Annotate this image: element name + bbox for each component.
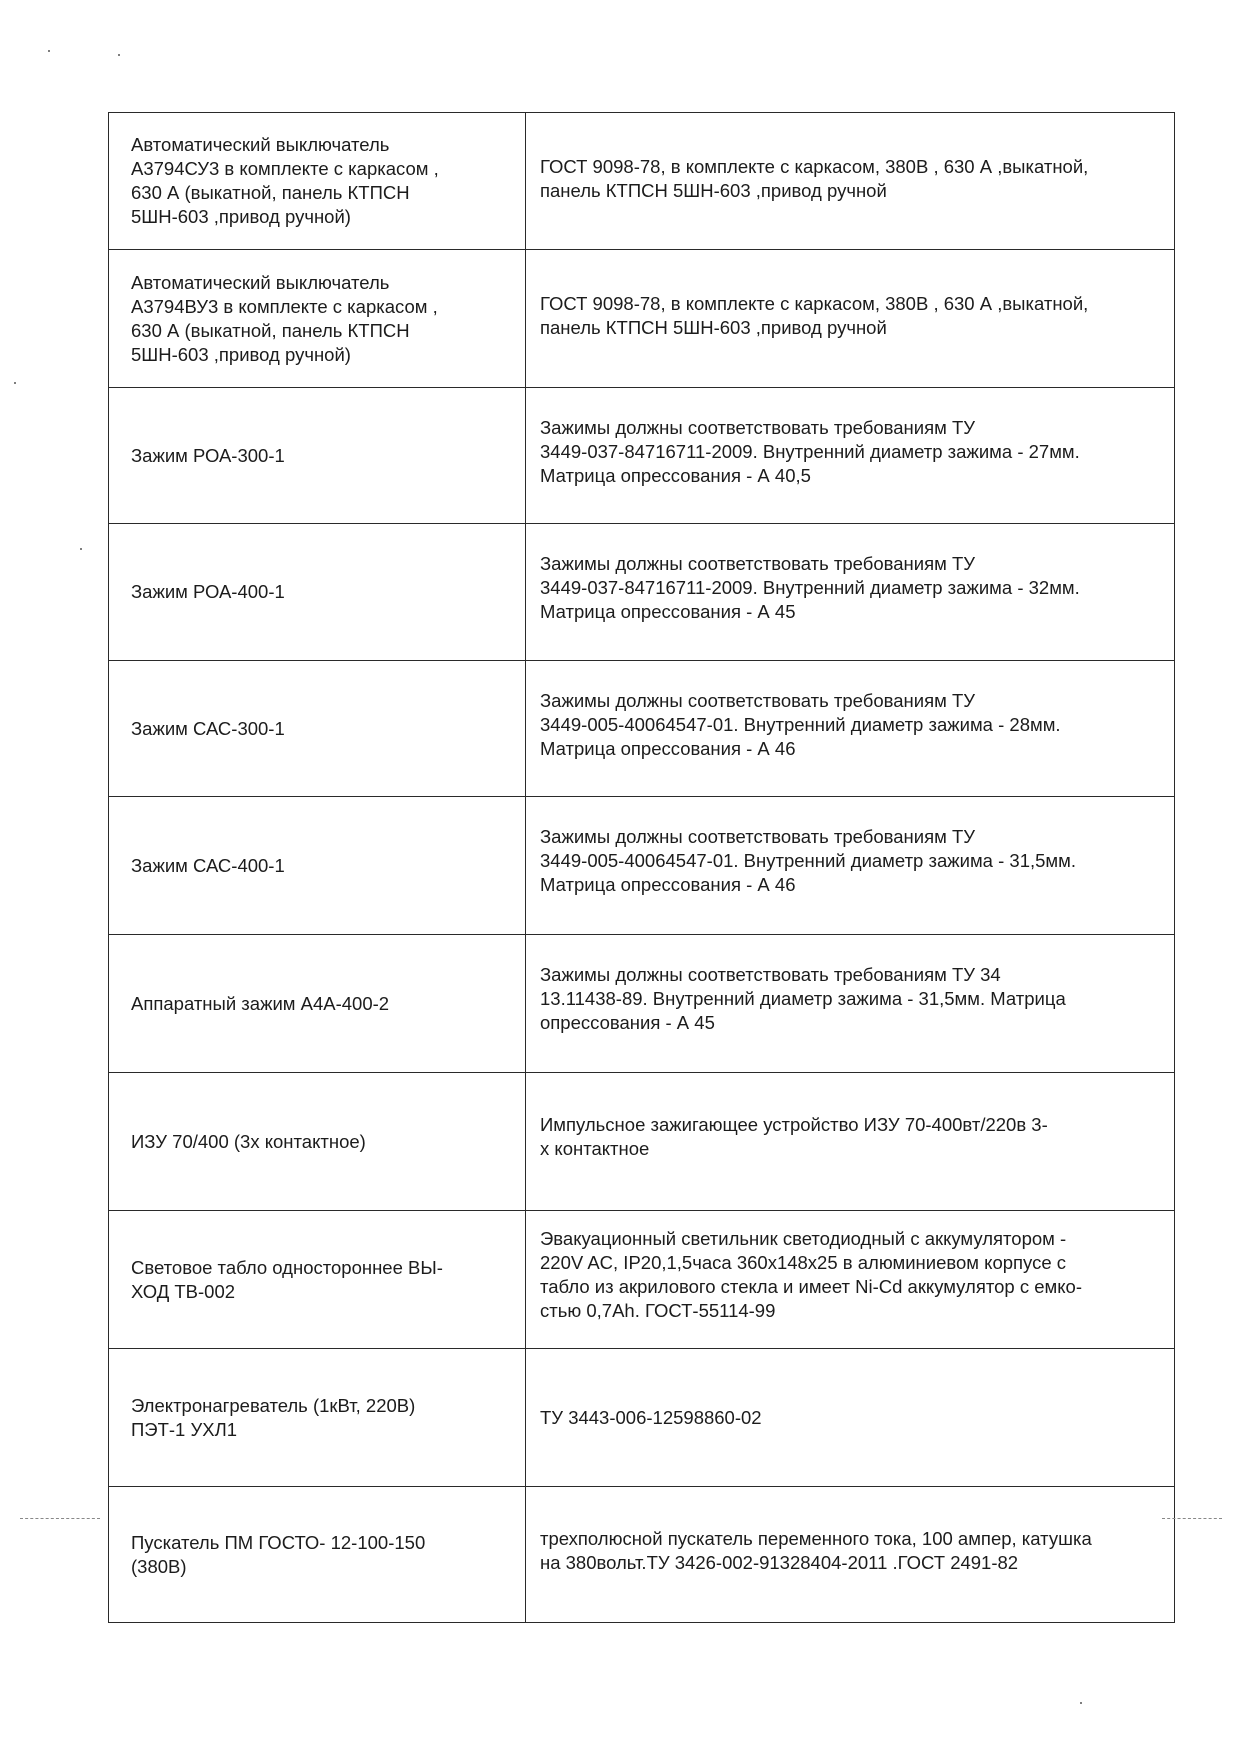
- item-name: ИЗУ 70/400 (3х контактное): [109, 1073, 526, 1211]
- item-spec: трехполюсной пускатель переменного тока, 100 ампер, катушка на 380вольт.ТУ 3426-002-91328404-2011 .ГОСТ 2491-82: [526, 1487, 1175, 1623]
- table-row: [109, 388, 1175, 524]
- item-spec: Зажимы должны соответствовать требованиям ТУ 3449-037-84716711-2009. Внутренний диаметр зажима - 27мм. Матрица опрессования - А 40,5: [526, 388, 1175, 524]
- table-row: [109, 113, 1175, 250]
- table-row: [109, 1487, 1175, 1623]
- item-name: Электронагреватель (1кВт, 220В) ПЭТ-1 УХЛ1: [109, 1349, 526, 1487]
- table-row: [109, 1349, 1175, 1487]
- item-spec: Зажимы должны соответствовать требованиям ТУ 3449-005-40064547-01. Внутренний диаметр зажима - 31,5мм. Матрица опрессования - А 46: [526, 797, 1175, 935]
- item-name: Зажим САС-300-1: [109, 661, 526, 797]
- item-spec: ТУ 3443-006-12598860-02: [526, 1349, 1175, 1487]
- item-spec: Зажимы должны соответствовать требованиям ТУ 3449-005-40064547-01. Внутренний диаметр зажима - 28мм. Матрица опрессования - А 46: [526, 661, 1175, 797]
- table-row: [109, 250, 1175, 388]
- scan-speck: [1080, 1702, 1082, 1704]
- scan-speck: [80, 548, 82, 550]
- item-spec: ГОСТ 9098-78, в комплекте с каркасом, 380В , 630 А ,выкатной, панель КТПСН 5ШН-603 ,привод ручной: [526, 113, 1175, 250]
- item-name: Зажим РОА-300-1: [109, 388, 526, 524]
- item-name: Аппаратный зажим А4А-400-2: [109, 935, 526, 1073]
- scan-speck: [118, 54, 120, 56]
- table-row: [109, 1073, 1175, 1211]
- item-name: Световое табло одностороннее ВЫ- ХОД ТВ-002: [109, 1211, 526, 1349]
- item-name: Пускатель ПМ ГОСТО- 12-100-150 (380В): [109, 1487, 526, 1623]
- spec-table: [108, 112, 1175, 1623]
- item-name: Автоматический выключатель А3794ВУ3 в комплекте с каркасом , 630 А (выкатной, панель КТПСН 5ШН-603 ,привод ручной): [109, 250, 526, 388]
- scan-line: [20, 1518, 100, 1520]
- table-row: [109, 797, 1175, 935]
- table-row: [109, 935, 1175, 1073]
- item-name: Зажим САС-400-1: [109, 797, 526, 935]
- table-row: [109, 524, 1175, 661]
- item-spec: Зажимы должны соответствовать требованиям ТУ 3449-037-84716711-2009. Внутренний диаметр зажима - 32мм. Матрица опрессования - А 45: [526, 524, 1175, 661]
- item-spec: Импульсное зажигающее устройство ИЗУ 70-400вт/220в 3- х контактное: [526, 1073, 1175, 1211]
- scan-speck: [14, 382, 16, 384]
- scan-line: [1162, 1518, 1222, 1520]
- scan-speck: [48, 50, 50, 52]
- item-spec: Эвакуационный светильник светодиодный с аккумулятором - 220V AC, IP20,1,5часа 360х148х25 в алюминиевом корпусе с табло из акрилового стекла и имеет Ni-Cd аккумулятор с емко- стью 0,7Ah. ГОСТ-55114-99: [526, 1211, 1175, 1349]
- item-spec: Зажимы должны соответствовать требованиям ТУ 34 13.11438-89. Внутренний диаметр зажима - 31,5мм. Матрица опрессования - А 45: [526, 935, 1175, 1073]
- table-row: [109, 1211, 1175, 1349]
- table-row: [109, 661, 1175, 797]
- item-spec: ГОСТ 9098-78, в комплекте с каркасом, 380В , 630 А ,выкатной, панель КТПСН 5ШН-603 ,привод ручной: [526, 250, 1175, 388]
- item-name: Автоматический выключатель А3794СУ3 в комплекте с каркасом , 630 А (выкатной, панель КТПСН 5ШН-603 ,привод ручной): [109, 113, 526, 250]
- item-name: Зажим РОА-400-1: [109, 524, 526, 661]
